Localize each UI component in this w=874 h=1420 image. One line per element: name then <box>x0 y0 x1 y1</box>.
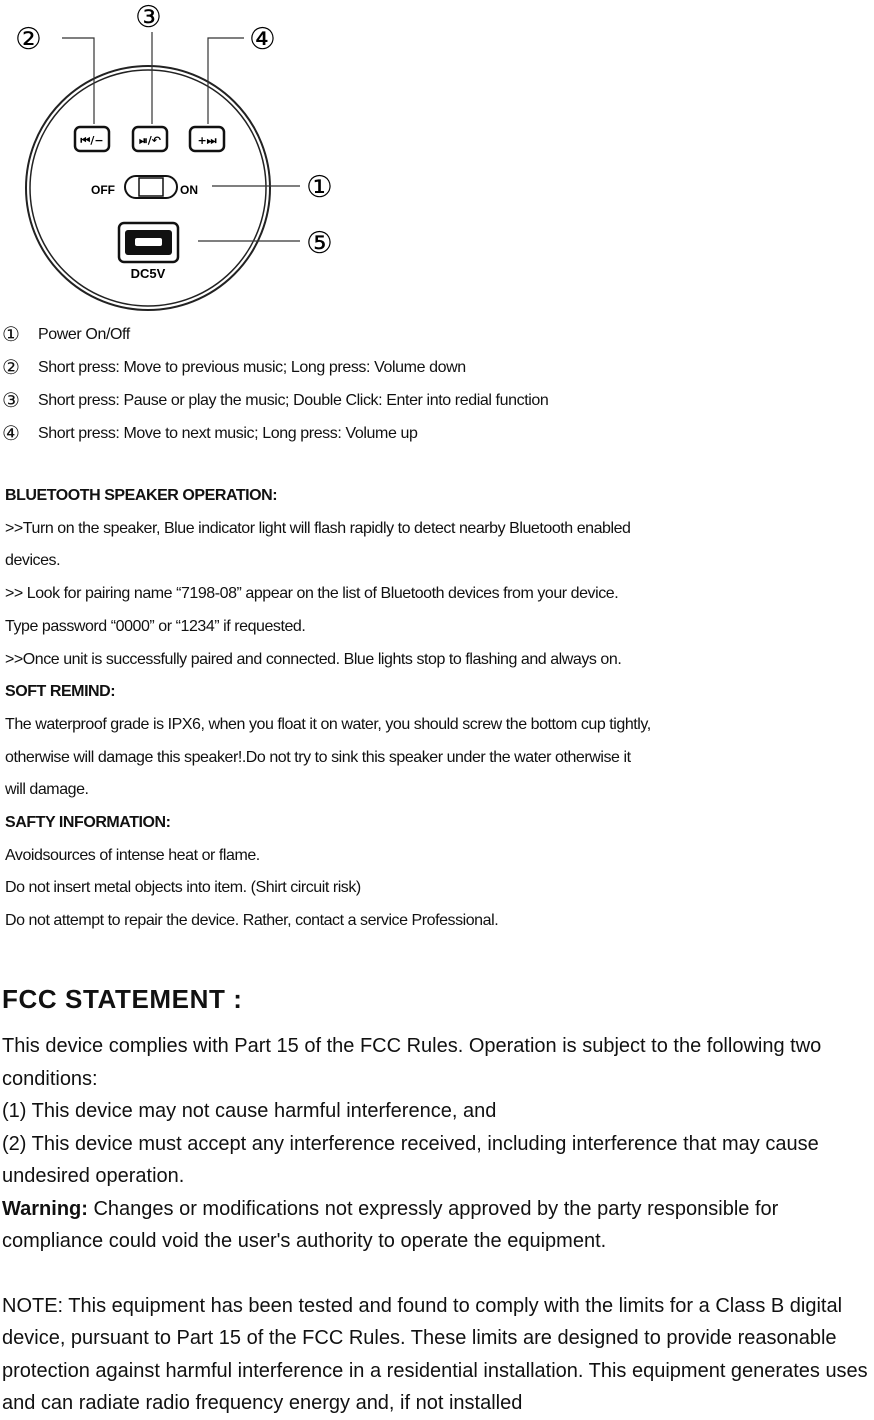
legend-number: ① <box>2 322 20 346</box>
fcc-warning <box>2 1193 872 1258</box>
fcc-paragraph: This device complies with Part 15 of the FCC Rules. Operation is subject to the following two conditions: <box>2 1035 822 1090</box>
speaker-control-diagram <box>0 0 360 315</box>
legend-number: ③ <box>2 388 20 412</box>
soft-remind-line: will damage. <box>5 781 89 799</box>
switch-on-label: ON <box>180 183 198 197</box>
operation-line: >>Once unit is successfully paired and connected. Blue lights stop to flashing and always on. <box>5 650 622 668</box>
previous-volume-down-button[interactable] <box>75 127 109 151</box>
switch-knob <box>139 178 163 196</box>
dc5v-usb-port[interactable] <box>119 223 178 262</box>
callout-4: ④ <box>249 22 276 57</box>
safety-line: Do not insert metal objects into item. (Shirt circuit risk) <box>5 879 361 897</box>
warning-text: Changes or modifications not expressly approved by the party responsible for compliance could void the user's authority to operate the equipment. <box>2 1197 779 1252</box>
fcc-paragraph: (1) This device may not cause harmful interference, and <box>2 1100 497 1122</box>
power-switch[interactable] <box>125 176 177 198</box>
usb-port-icon <box>135 238 162 246</box>
operation-line: Type password “0000” or “1234” if requested. <box>5 617 306 635</box>
safety-line: Avoidsources of intense heat or flame. <box>5 846 260 864</box>
operation-instructions <box>5 480 873 938</box>
legend-text: Short press: Move to next music; Long press: Volume up <box>38 425 418 442</box>
prev-button-icon: ⏮/− <box>80 134 104 147</box>
callout-line-4 <box>208 38 244 124</box>
legend-item <box>0 351 874 384</box>
fcc-note: NOTE: This equipment has been tested and found to comply with the limits for a Class B digital device, pursuant to Part 15 of the FCC Rules. These limits are designed to provide reasonable protection against harmful interference in a residential installation. This equipment generates uses and can radiate radio frequency energy and, if not installed <box>2 1294 868 1414</box>
soft-remind-line: The waterproof grade is IPX6, when you float it on water, you should screw the bottom cup tightly, <box>5 715 651 733</box>
legend-text: Short press: Move to previous music; Long press: Volume down <box>38 359 466 376</box>
fcc-statement <box>2 982 872 1420</box>
switch-off-label: OFF <box>91 183 115 197</box>
safety-line: Do not attempt to repair the device. Rather, contact a service Professional. <box>5 912 499 930</box>
operation-line: devices. <box>5 552 61 570</box>
next-volume-up-button[interactable] <box>190 127 224 151</box>
play-pause-button[interactable] <box>133 127 167 151</box>
soft-remind-line: otherwise will damage this speaker!.Do not try to sink this speaker under the water otherwise it <box>5 748 631 766</box>
legend-number: ② <box>2 355 20 379</box>
legend-item <box>0 417 874 450</box>
operation-line: >> Look for pairing name “7198-08” appear on the list of Bluetooth devices from your device. <box>5 585 619 603</box>
play-button-icon: ⏯/↶ <box>138 134 162 147</box>
legend-item <box>0 384 874 417</box>
fcc-paragraph: (2) This device must accept any interference received, including interference that may cause undesired operation. <box>2 1132 819 1187</box>
legend-number: ④ <box>2 421 20 445</box>
callout-3: ③ <box>135 0 162 35</box>
operation-heading: BLUETOOTH SPEAKER OPERATION: <box>5 487 278 504</box>
callout-1: ① <box>306 170 333 205</box>
soft-remind-heading: SOFT REMIND: <box>5 683 116 701</box>
legend-text: Power On/Off <box>38 326 130 343</box>
legend-item <box>0 318 874 351</box>
warning-label: Warning: <box>2 1197 88 1220</box>
fcc-title: FCC STATEMENT : <box>2 984 243 1014</box>
port-label: DC5V <box>130 266 166 281</box>
next-button-icon: +⏭ <box>197 134 217 147</box>
safety-heading: SAFTY INFORMATION: <box>5 814 171 832</box>
callout-5: ⑤ <box>306 226 333 261</box>
button-legend <box>0 318 874 450</box>
legend-text: Short press: Pause or play the music; Double Click: Enter into redial function <box>38 392 549 409</box>
callout-2: ② <box>15 22 42 57</box>
operation-line: >>Turn on the speaker, Blue indicator light will flash rapidly to detect nearby Bluetooth enabled <box>5 519 631 537</box>
